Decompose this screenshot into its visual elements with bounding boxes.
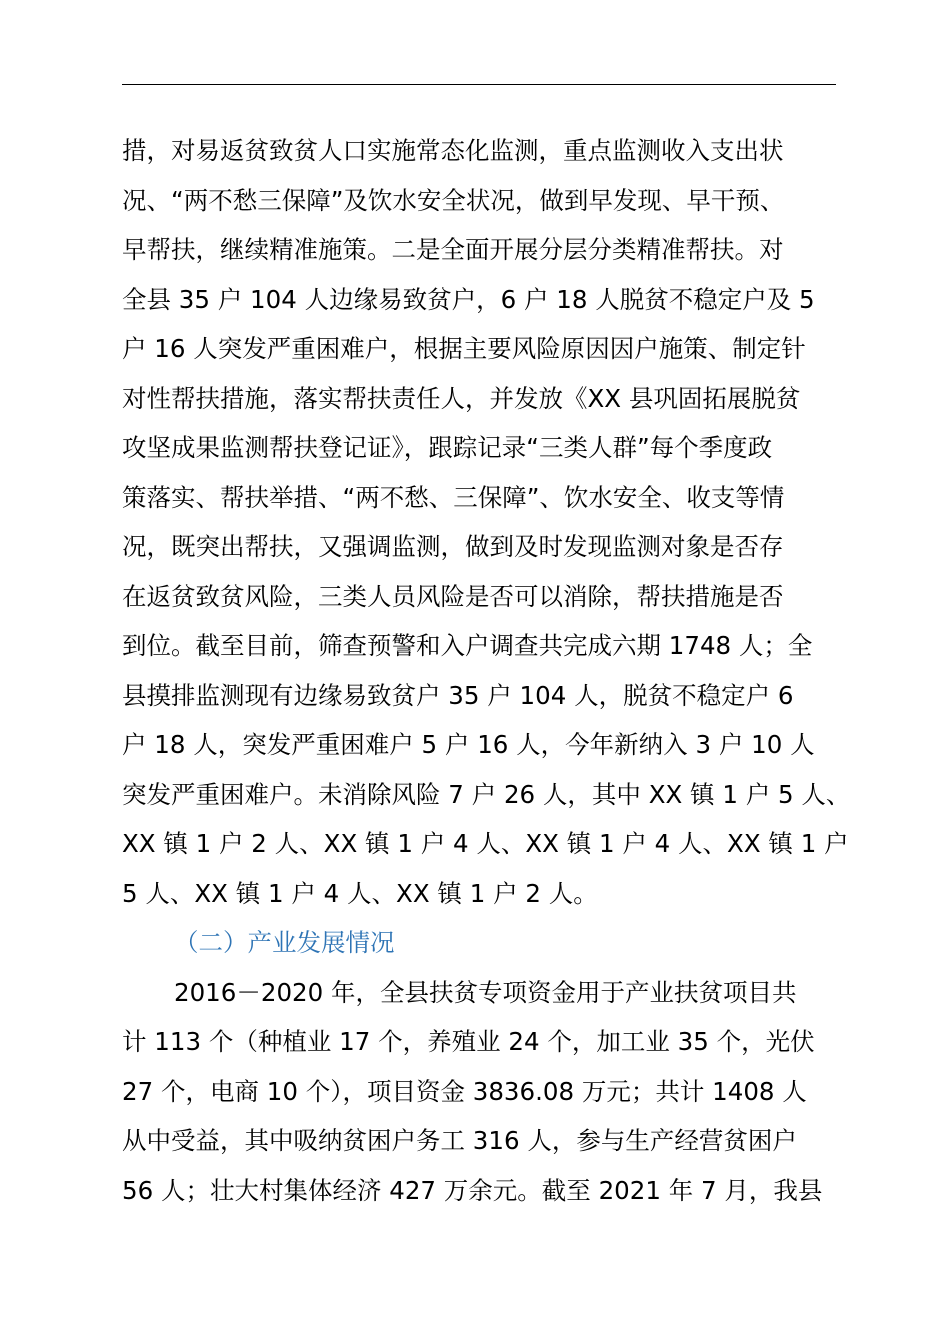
text-line: 策落实、帮扶举措、“两不愁、三保障”、饮水安全、收支等情 <box>122 482 785 512</box>
text-line: 况、“两不愁三保障”及饮水安全状况，做到早发现、早干预、 <box>122 185 785 215</box>
text-line: 户 16 人突发严重困难户，根据主要风险原因因户施策、制定针 <box>122 334 806 363</box>
text-line: 措，对易返贫致贫人口实施常态化监测，重点监测收入支出状 <box>122 136 784 165</box>
text-line: 县摸排监测现有边缘易致贫户 35 户 104 人，脱贫不稳定户 6 <box>122 680 794 710</box>
document-body <box>122 126 851 1215</box>
text-line: 户 18 人，突发严重困难户 5 户 16 人，今年新纳入 3 户 10 人 <box>122 730 815 759</box>
text-line: 到位。截至目前，筛查预警和入户调查共完成六期 1748 人；全 <box>122 631 813 660</box>
text-line: 5 人、XX 镇 1 户 4 人、XX 镇 1 户 2 人。 <box>122 878 598 908</box>
text-line: 全县 35 户 104 人边缘易致贫户，6 户 18 人脱贫不稳定户及 5 <box>122 284 815 314</box>
text-line: XX 镇 1 户 2 人、XX 镇 1 户 4 人、XX 镇 1 户 4 人、XX 镇 1 户 <box>122 829 849 858</box>
text-line: 对性帮扶措施，落实帮扶责任人，并发放《XX 县巩固拓展脱贫 <box>122 383 801 413</box>
text-line: 从中受益，其中吸纳贫困户务工 316 人，参与生产经营贫困户 <box>122 1126 797 1155</box>
text-line: 计 113 个（种植业 17 个，养殖业 24 个，加工业 35 个，光伏 <box>122 1027 815 1056</box>
text-line: 攻坚成果监测帮扶登记证》，跟踪记录“三类人群”每个季度政 <box>122 433 773 462</box>
header-rule <box>122 84 836 85</box>
text-line: 56 人；壮大村集体经济 427 万余元。截至 2021 年 7 月，我县 <box>122 1175 823 1205</box>
section-heading: （二）产业发展情况 <box>174 928 395 957</box>
text-line: 突发严重困难户。未消除风险 7 户 26 人，其中 XX 镇 1 户 5 人、 <box>122 779 851 809</box>
text-line: 27 个，电商 10 个），项目资金 3836.08 万元；共计 1408 人 <box>122 1076 807 1106</box>
paragraph-2 <box>122 968 842 1216</box>
text-line: 在返贫致贫风险，三类人员风险是否可以消除，帮扶措施是否 <box>122 581 784 611</box>
paragraph-1 <box>122 126 851 918</box>
text-line: 早帮扶，继续精准施策。二是全面开展分层分类精准帮扶。对 <box>122 235 784 264</box>
text-line: 2016－2020 年，全县扶贫专项资金用于产业扶贫项目共 <box>174 977 797 1007</box>
text-line: 况，既突出帮扶，又强调监测，做到及时发现监测对象是否存 <box>122 532 784 561</box>
